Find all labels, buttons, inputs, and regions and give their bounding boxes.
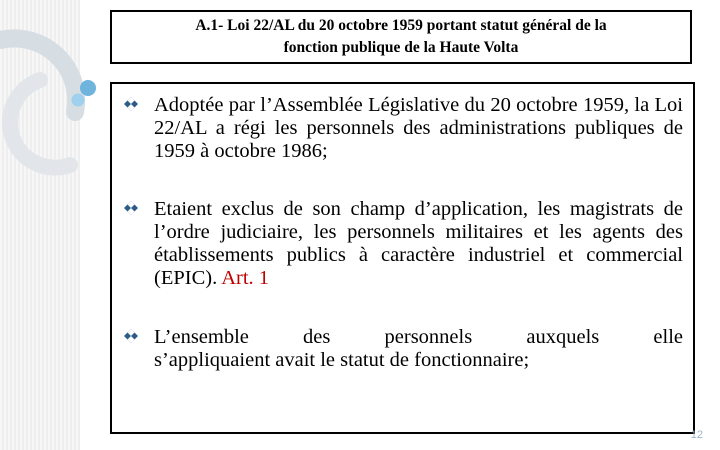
page-number: 12 [690,429,703,441]
diamond-checker-bullet-icon [124,94,154,116]
content-box [110,82,695,434]
diamond-checker-bullet-icon [124,326,154,348]
bullet-text-line-2: s’appliquaient avait le statut de fonctionnaire; [154,349,530,371]
bullet-text-line-1: L’ensemble des personnels auxquels elle [154,326,683,348]
diamond-checker-bullet-icon [124,198,154,220]
bullet-text-block [154,198,683,290]
article-reference: Art. 1 [221,267,270,289]
slide-title [177,15,624,59]
title-box [110,10,692,64]
bullet-item [124,94,683,163]
bullet-text-block [154,326,683,372]
title-line-1: A.1- Loi 22/AL du 20 octobre 1959 portant statut général de la [195,17,607,34]
bullet-item [124,198,683,290]
bullet-text: Etaient exclus de son champ d’application, les magistrats de l’ordre judiciaire, les personnels militaires et les agents des établissements publics à caractère industriel et commercial (EPIC). [154,198,683,289]
bullet-item [124,326,683,372]
title-line-2: fonction publique de la Haute Volta [283,39,519,56]
bullet-text: Adoptée par l’Assemblée Législative du 20 octobre 1959, la Loi 22/AL a régi les personnels des administrations publiques de 1959 à octobre 1986; [154,94,683,162]
